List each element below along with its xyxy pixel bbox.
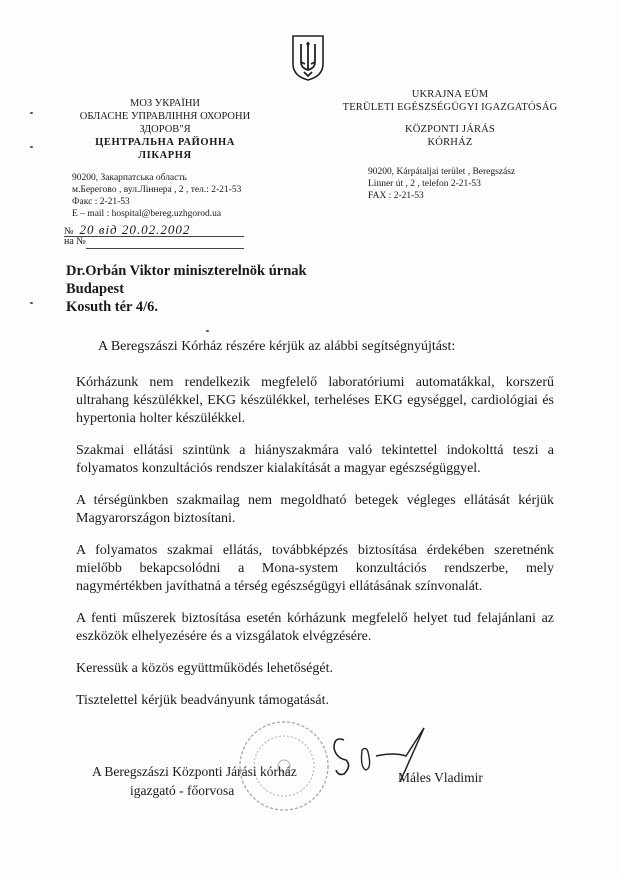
hu-ministry: UKRAJNA EÜM: [411, 89, 489, 100]
reference-number-label: №: [64, 226, 74, 237]
hu-hospital: KÓRHÁZ: [427, 137, 473, 148]
body-paragraph: Szakmai ellátási szintünk a hiányszakmára való tekintettel indokolttá teszi a folyamatos konzultációs rendszer kialakítását a magyar egészségüggyel.: [76, 443, 554, 476]
scan-speck: [30, 146, 33, 148]
body-paragraph: Kórházunk nem rendelkezik megfelelő laboratóriumi automatákkal, korszerű ultrahang készülékkel, EKG készülékkel, terheléses EKG egységgel, cardiológiai és hypertonia holter készülékkel.: [76, 375, 554, 426]
ua-department: ОБЛАСНЕ УПРАВЛІННЯ ОХОРОНИ: [79, 111, 251, 122]
in-reply-to: [64, 236, 244, 247]
reference-number-value: 20 від 20.02.2002: [79, 222, 191, 237]
hu-address-line: 90200, Kárpátaljai terület , Beregszász: [368, 167, 516, 177]
signature-block: [92, 762, 297, 800]
letter-body: [76, 338, 554, 724]
ukraine-trident-icon: [290, 34, 326, 82]
hu-fax: FAX : 2-21-53: [368, 191, 424, 201]
hu-directorate: TERÜLETI EGÉSZSÉGÜGYI IGAZGATÓSÁG: [342, 102, 558, 113]
scan-speck: [30, 112, 33, 114]
body-paragraph: A fenti műszerek biztosítása esetén kórházunk megfelelő helyet tud felajánlani az eszközök elhelyezésére és a vizsgálatok elvégzésére.: [76, 611, 554, 644]
ua-ministry: МОЗ УКРАЇНИ: [130, 98, 200, 109]
in-reply-to-label: на №: [64, 236, 86, 247]
ua-hospital-name-cont: ЛІКАРНЯ: [138, 150, 192, 161]
ua-address-line: 90200, Закарпатська область: [72, 173, 187, 183]
ukrainian-letterhead: [60, 97, 270, 162]
signer-name: Máles Vladimir: [398, 770, 483, 785]
ua-department-cont: ЗДОРОВ"Я: [139, 124, 191, 135]
recipient-street: Kosuth tér 4/6.: [66, 299, 158, 315]
ua-address-line: м.Берегово , вул.Ліннера , 2 , тел.: 2-21-53: [72, 185, 242, 195]
ua-fax: Факс : 2-21-53: [72, 197, 130, 207]
signer-title: igazgató - főorvosa: [130, 783, 235, 798]
intro-paragraph: A Beregszászi Kórház részére kérjük az alábbi segítségnyújtást:: [98, 339, 456, 354]
ukrainian-address: [72, 172, 287, 220]
scan-speck: [206, 330, 209, 332]
hu-district: KÖZPONTI JÁRÁS: [404, 124, 495, 135]
signer-organization: A Beregszászi Központi Járási kórház: [92, 764, 297, 779]
hungarian-letterhead: [335, 88, 565, 149]
ua-hospital-name: ЦЕНТРАЛЬНА РАЙОННА: [95, 137, 235, 148]
recipient-name: Dr.Orbán Viktor miniszterelnök úrnak: [66, 263, 307, 279]
body-paragraph: Tisztelettel kérjük beadványunk támogatását.: [76, 693, 329, 708]
recipient-city: Budapest: [66, 281, 125, 297]
hungarian-address: [368, 166, 583, 202]
ua-email: E – mail : hospital@bereg.uzhgorod.ua: [72, 209, 222, 219]
body-paragraph: A térségünkben szakmailag nem megoldható betegek végleges ellátását kérjük Magyarországon biztosítani.: [76, 493, 554, 526]
recipient-block: [66, 262, 307, 316]
body-paragraph: A folyamatos szakmai ellátás, továbbképzés biztosítása érdekében szeretnénk mielőbb bekapcsolódni a Mona-system konzultációs rendszerbe, mely nagymértékben javíthatná a térség egészségügyi ellátásának színvonalát.: [76, 543, 554, 594]
hu-address-line: Linner út , 2 , telefon 2-21-53: [368, 179, 481, 189]
scan-speck: [30, 302, 33, 304]
body-paragraph: Keressük a közös együttműködés lehetőségét.: [76, 661, 333, 676]
